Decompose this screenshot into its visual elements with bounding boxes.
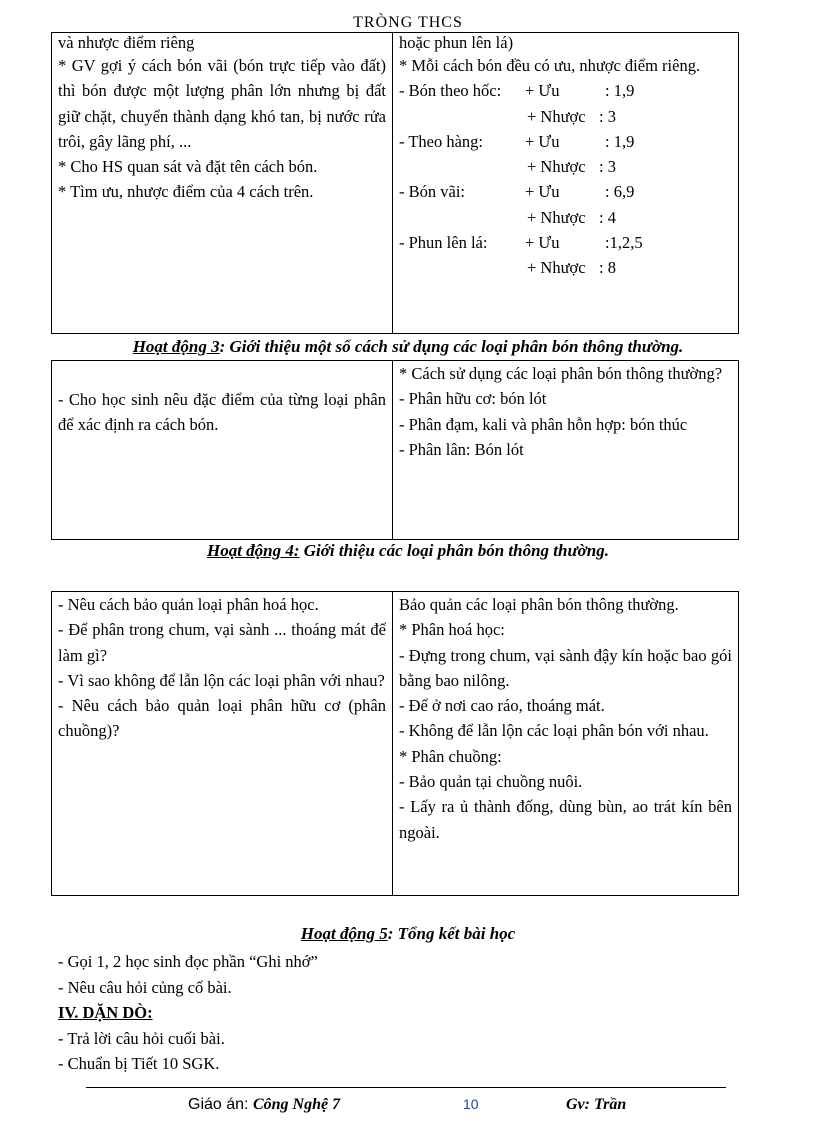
method-pro-label: + Ưu xyxy=(525,233,560,253)
text-paragraph: * GV gợi ý cách bón vãi (bón trực tiếp vào đất) thì bón được một lượng phân lớn nhưng bị đất giữ chặt, chuyển thành dạng khó tan, bị nước rửa trôi, gây lãng phí, ... xyxy=(58,56,386,151)
activity4-title xyxy=(0,541,816,561)
text-line: - Trả lời câu hỏi cuối bài. xyxy=(58,1028,225,1048)
method-pro-label: + Ưu xyxy=(525,182,560,202)
text-line: hoặc phun lên lá) xyxy=(399,33,514,52)
text-line: - Gọi 1, 2 học sinh đọc phần “Ghi nhớ” xyxy=(58,952,318,971)
method-name: - Bón vãi: xyxy=(399,182,465,202)
table-activity3 xyxy=(51,360,739,540)
student-activity-cell xyxy=(393,592,739,896)
text-line: và nhược điểm riêng xyxy=(58,33,195,52)
method-pro-label: + Ưu xyxy=(525,81,560,101)
closing-section xyxy=(58,949,318,1077)
table-activity4 xyxy=(51,591,739,896)
text-line: - Nêu câu hỏi củng cố bài. xyxy=(58,977,232,997)
text-line: - Để ở nơi cao ráo, thoáng mát. xyxy=(399,696,605,716)
method-row xyxy=(399,205,732,230)
method-row xyxy=(399,78,732,103)
method-row xyxy=(399,255,732,280)
activity4-label: Hoạt động 4: xyxy=(206,541,300,560)
method-pro-value: :1,2,5 xyxy=(605,233,643,253)
text-paragraph: Bảo quản các loại phân bón thông thường. xyxy=(399,595,679,614)
text-paragraph: - Để phân trong chum, vại sành ... thoáng mát để làm gì? xyxy=(58,620,386,665)
footer-lesson xyxy=(188,1096,340,1114)
method-con-label: + Nhược xyxy=(527,106,586,126)
text-paragraph: - Vì sao không để lẫn lộn các loại phân với nhau? xyxy=(58,670,385,690)
method-con-value: : 8 xyxy=(599,258,616,278)
footer-subject: Công Nghệ 7 xyxy=(252,1096,341,1113)
activity5-title xyxy=(0,924,816,944)
method-con-label: + Nhược xyxy=(527,157,586,177)
method-name: - Theo hàng: xyxy=(399,131,484,151)
footer-divider xyxy=(86,1087,726,1088)
student-activity-cell xyxy=(393,33,739,334)
method-row xyxy=(399,129,732,154)
method-con-value: : 3 xyxy=(599,157,616,177)
activity3-label: Hoạt động 3 xyxy=(132,337,220,356)
method-row xyxy=(399,179,732,204)
method-con-label: + Nhược xyxy=(527,258,586,278)
text-paragraph: - Phân đạm, kali và phân hỗn hợp: bón thúc xyxy=(399,414,688,434)
text-paragraph: * Mỗi cách bón đều có ưu, nhược điểm riêng. xyxy=(399,56,701,75)
text-line: * Phân chuồng: xyxy=(399,746,502,766)
method-row xyxy=(399,154,732,179)
activity5-label: Hoạt động 5 xyxy=(300,924,388,943)
table-row xyxy=(52,592,739,896)
text-paragraph: - Đựng trong chum, vại sành đậy kín hoặc bao gói bằng bao nilông. xyxy=(399,645,732,690)
teacher-activity-cell xyxy=(52,33,393,334)
text-line: - Nêu cách bảo quản loại phân hoá học. xyxy=(58,595,319,614)
homework-heading: IV. DẶN DÒ: xyxy=(58,1003,153,1022)
method-con-label: + Nhược xyxy=(527,207,586,227)
method-name: - Phun lên lá: xyxy=(399,233,488,253)
table-continuation xyxy=(51,32,739,334)
text-paragraph: * Cách sử dụng các loại phân bón thông thường? xyxy=(399,364,723,383)
text-line: - Bảo quản tại chuồng nuôi. xyxy=(399,772,583,792)
teacher-activity-cell xyxy=(52,361,393,540)
school-header: TRÒNG THCS xyxy=(353,14,463,31)
activity5-heading: : Tổng kết bài học xyxy=(387,924,516,943)
text-line: - Phân lân: Bón lót xyxy=(399,439,524,459)
text-paragraph: - Lấy ra ủ thành đống, dùng bùn, ao trát kín bên ngoài. xyxy=(399,797,732,842)
text-line: - Chuẩn bị Tiết 10 SGK. xyxy=(58,1054,220,1073)
method-name: - Bón theo hốc: xyxy=(399,81,502,101)
footer-teacher: Gv: Trần xyxy=(566,1096,627,1113)
activity4-heading: Giới thiệu các loại phân bón thông thường. xyxy=(299,541,610,560)
methods-list xyxy=(399,78,732,280)
method-pro-label: + Ưu xyxy=(525,131,560,151)
text-line: * Tìm ưu, nhược điểm của 4 cách trên. xyxy=(58,182,314,202)
text-paragraph: - Nêu cách bảo quản loại phân hữu cơ (phân chuồng)? xyxy=(58,696,386,741)
activity3-heading: : Giới thiệu một số cách sử dụng các loại phân bón thông thường. xyxy=(219,337,684,356)
method-con-value: : 4 xyxy=(599,207,616,227)
table-row xyxy=(52,361,739,540)
footer-label: Giáo án: xyxy=(188,1096,253,1113)
text-paragraph: - Cho học sinh nêu đặc điểm của từng loại phân để xác định ra cách bón. xyxy=(58,390,386,435)
text-line: * Phân hoá học: xyxy=(399,620,505,640)
teacher-activity-cell xyxy=(52,592,393,896)
text-line: - Phân hữu cơ: bón lót xyxy=(399,389,547,409)
student-activity-cell xyxy=(393,361,739,540)
method-pro-value: : 6,9 xyxy=(605,182,635,202)
method-con-value: : 3 xyxy=(599,106,616,126)
method-pro-value: : 1,9 xyxy=(605,131,635,151)
method-row xyxy=(399,230,732,255)
text-line: * Cho HS quan sát và đặt tên cách bón. xyxy=(58,157,318,177)
text-paragraph: - Không để lẫn lộn các loại phân bón với nhau. xyxy=(399,721,709,741)
table-row xyxy=(52,33,739,334)
method-row xyxy=(399,104,732,129)
activity3-title xyxy=(0,337,816,357)
method-pro-value: : 1,9 xyxy=(605,81,635,101)
page-number: 10 xyxy=(463,1096,479,1112)
